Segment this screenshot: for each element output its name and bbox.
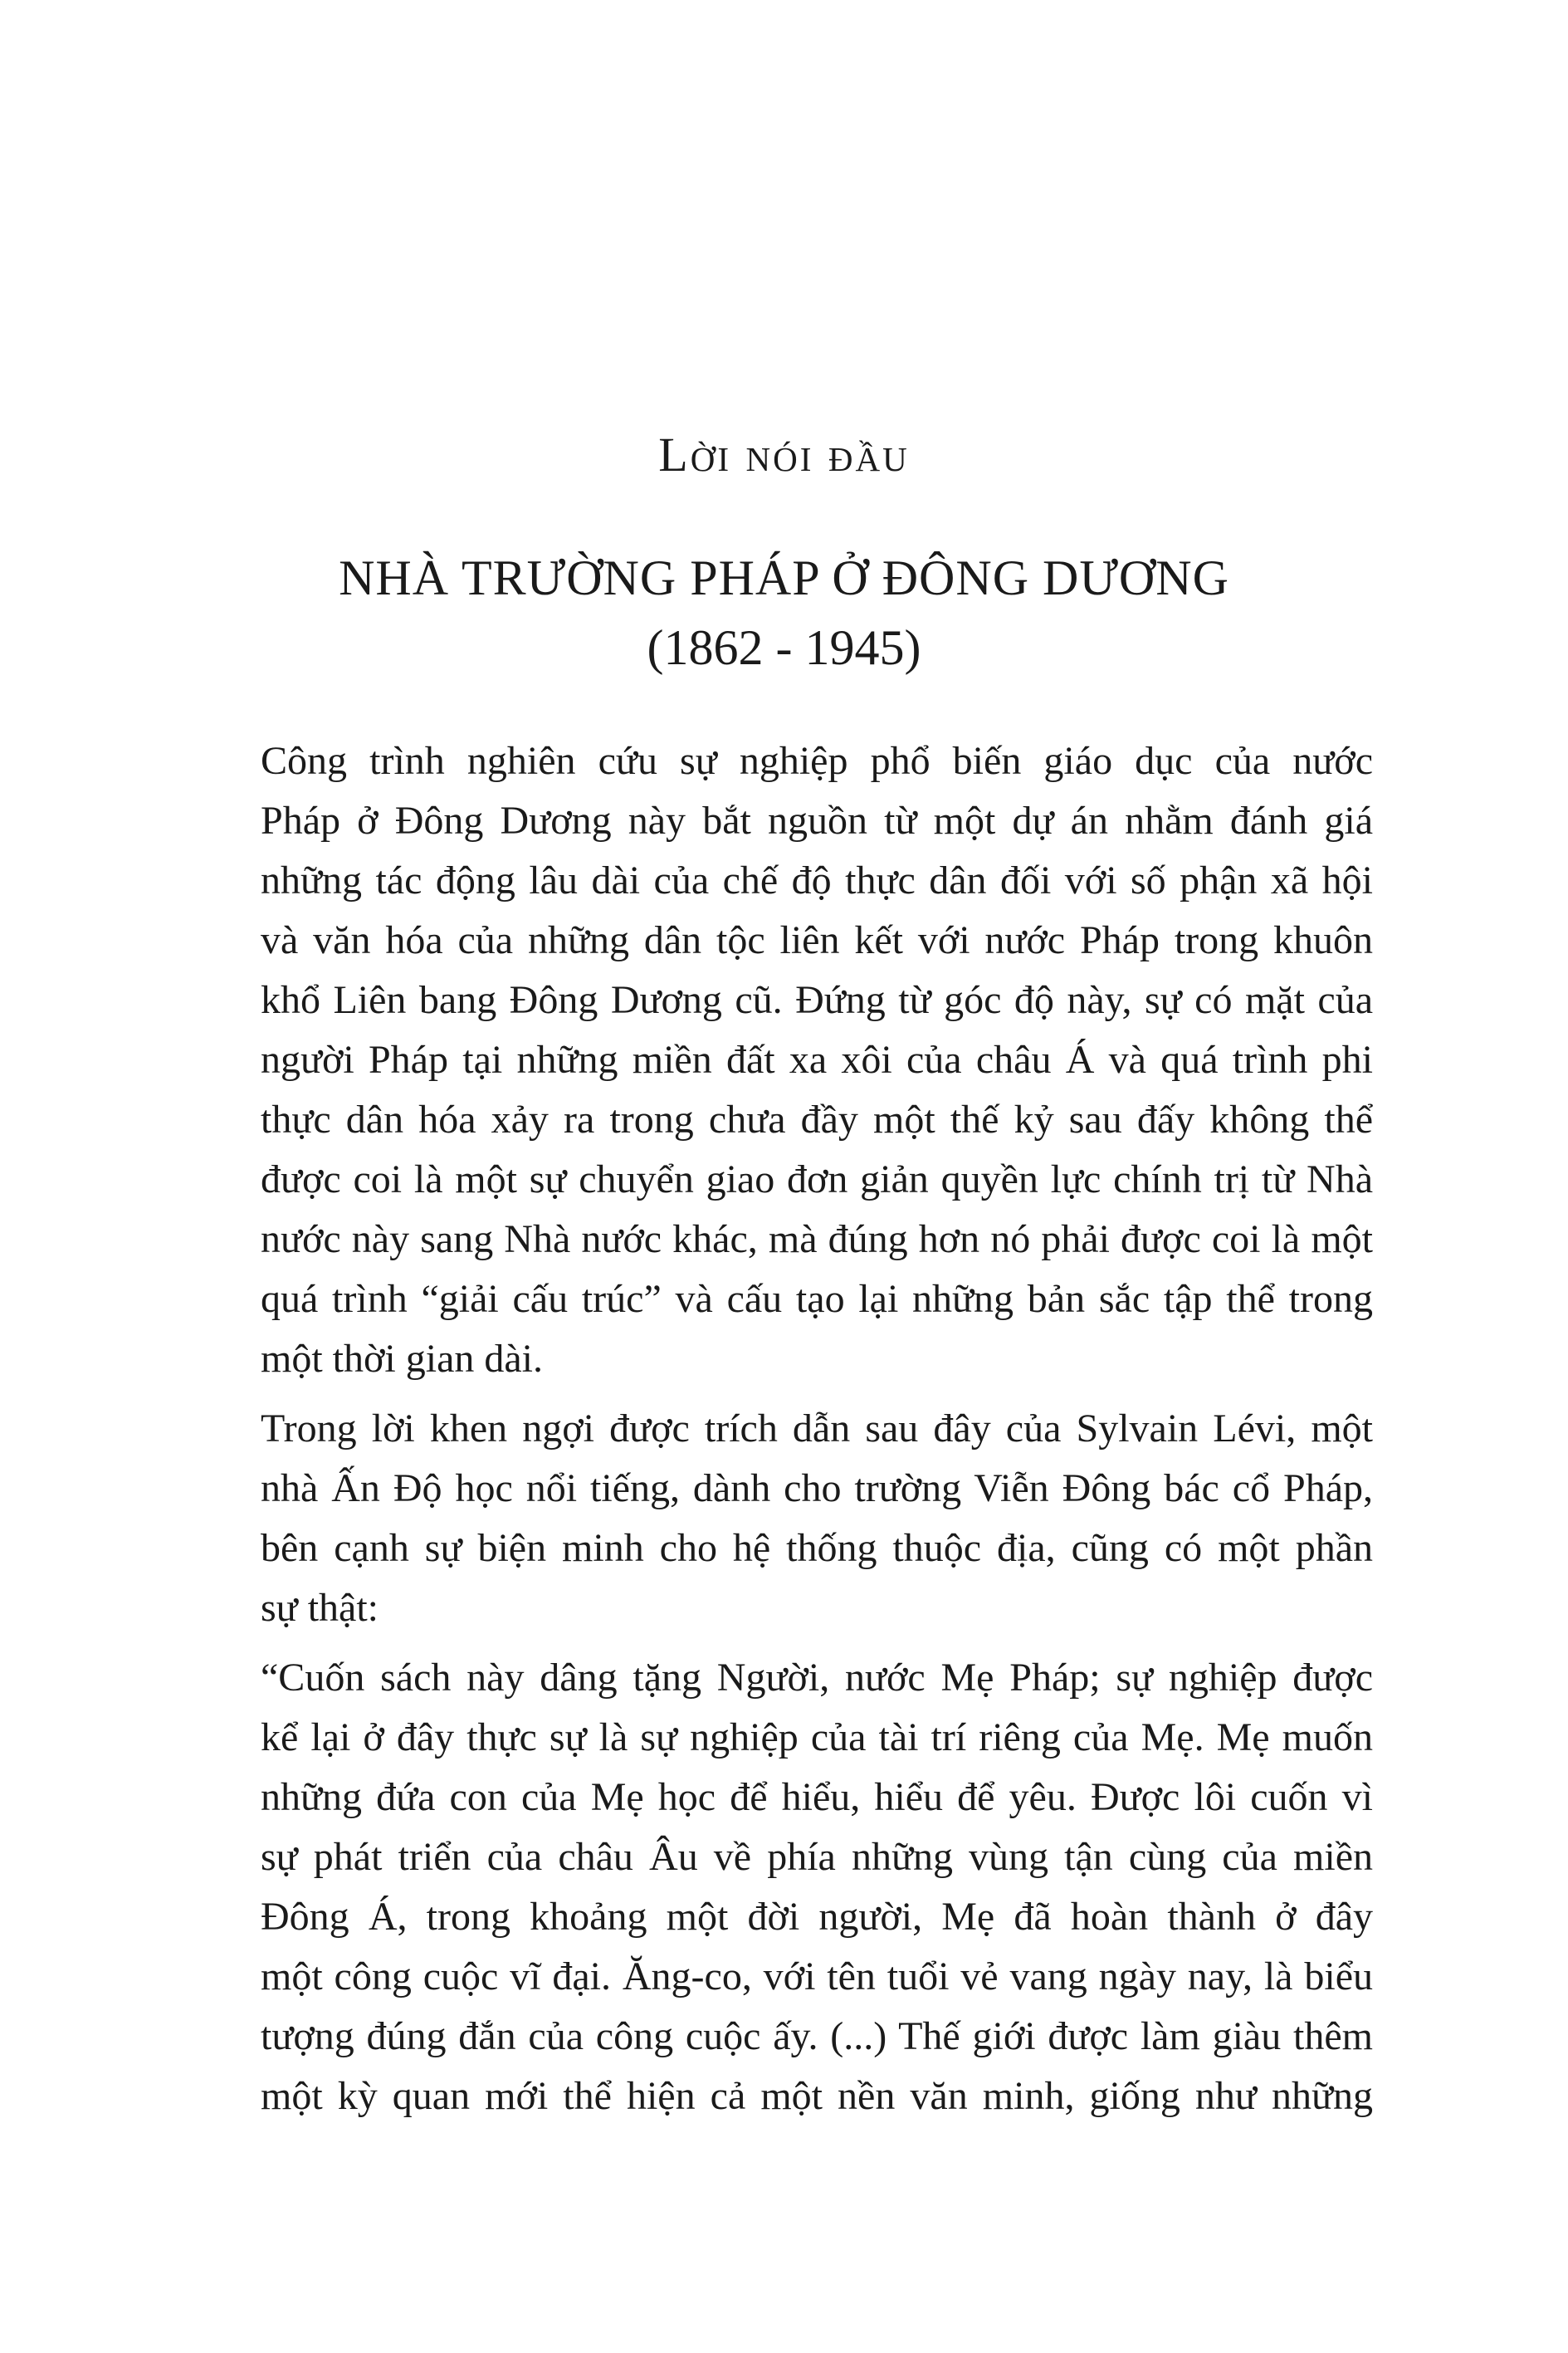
text-line: Đông Á, trong khoảng một đời người, Mẹ đã hoàn thành ở đây: [261, 1895, 1373, 1939]
text-line: những đứa con của Mẹ học để hiểu, hiểu để yêu. Được lôi cuốn vì: [261, 1775, 1373, 1819]
text-line: Pháp ở Đông Dương này bắt nguồn từ một dự án nhằm đánh giá: [261, 799, 1373, 843]
text-line: sự phát triển của châu Âu về phía những vùng tận cùng của miền: [261, 1835, 1373, 1879]
paragraph-1: [214, 731, 1373, 1389]
date-range: (1862 - 1945): [647, 620, 921, 675]
text-line: sự thật:: [261, 1586, 379, 1630]
text-line: một kỳ quan mới thể hiện cả một nền văn minh, giống như những: [261, 2074, 1373, 2118]
paragraph-3-quote: [214, 1648, 1373, 2126]
text-line: kể lại ở đây thực sự là sự nghiệp của tài trí riêng của Mẹ. Mẹ muốn: [261, 1715, 1373, 1759]
text-line: một thời gian dài.: [261, 1337, 544, 1381]
text-line: nhà Ấn Độ học nổi tiếng, dành cho trường Viễn Đông bác cổ Pháp,: [261, 1466, 1373, 1510]
text-line: quá trình “giải cấu trúc” và cấu tạo lại những bản sắc tập thể trong: [261, 1277, 1373, 1321]
body-text: [214, 731, 1373, 2136]
section-label: Lời nói đầu: [658, 428, 910, 482]
paragraph-2: [214, 1399, 1373, 1638]
text-line: Công trình nghiên cứu sự nghiệp phổ biến giáo dục của nước: [261, 739, 1373, 783]
text-line: bên cạnh sự biện minh cho hệ thống thuộc địa, cũng có một phần: [261, 1526, 1373, 1570]
text-line: được coi là một sự chuyển giao đơn giản quyền lực chính trị từ Nhà: [261, 1157, 1373, 1201]
text-line: những tác động lâu dài của chế độ thực dân đối với số phận xã hội: [261, 859, 1373, 903]
text-line: khổ Liên bang Đông Dương cũ. Đứng từ góc độ này, sự có mặt của: [261, 978, 1373, 1022]
text-line: Trong lời khen ngợi được trích dẫn sau đây của Sylvain Lévi, một: [261, 1406, 1373, 1450]
text-line: một công cuộc vĩ đại. Ăng-co, với tên tuổi vẻ vang ngày nay, là biểu: [261, 1954, 1373, 1998]
text-line: thực dân hóa xảy ra trong chưa đầy một thế kỷ sau đấy không thể: [261, 1098, 1373, 1142]
text-line: người Pháp tại những miền đất xa xôi của châu Á và quá trình phi: [261, 1038, 1373, 1082]
text-line: nước này sang Nhà nước khác, mà đúng hơn nó phải được coi là một: [261, 1217, 1373, 1261]
text-line: tượng đúng đắn của công cuộc ấy. (...) Thế giới được làm giàu thêm: [261, 2014, 1373, 2058]
text-line: “Cuốn sách này dâng tặng Người, nước Mẹ Pháp; sự nghiệp được: [261, 1656, 1373, 1700]
text-line: và văn hóa của những dân tộc liên kết với nước Pháp trong khuôn: [261, 918, 1373, 962]
chapter-title: NHÀ TRƯỜNG PHÁP Ở ĐÔNG DƯƠNG: [339, 550, 1229, 605]
